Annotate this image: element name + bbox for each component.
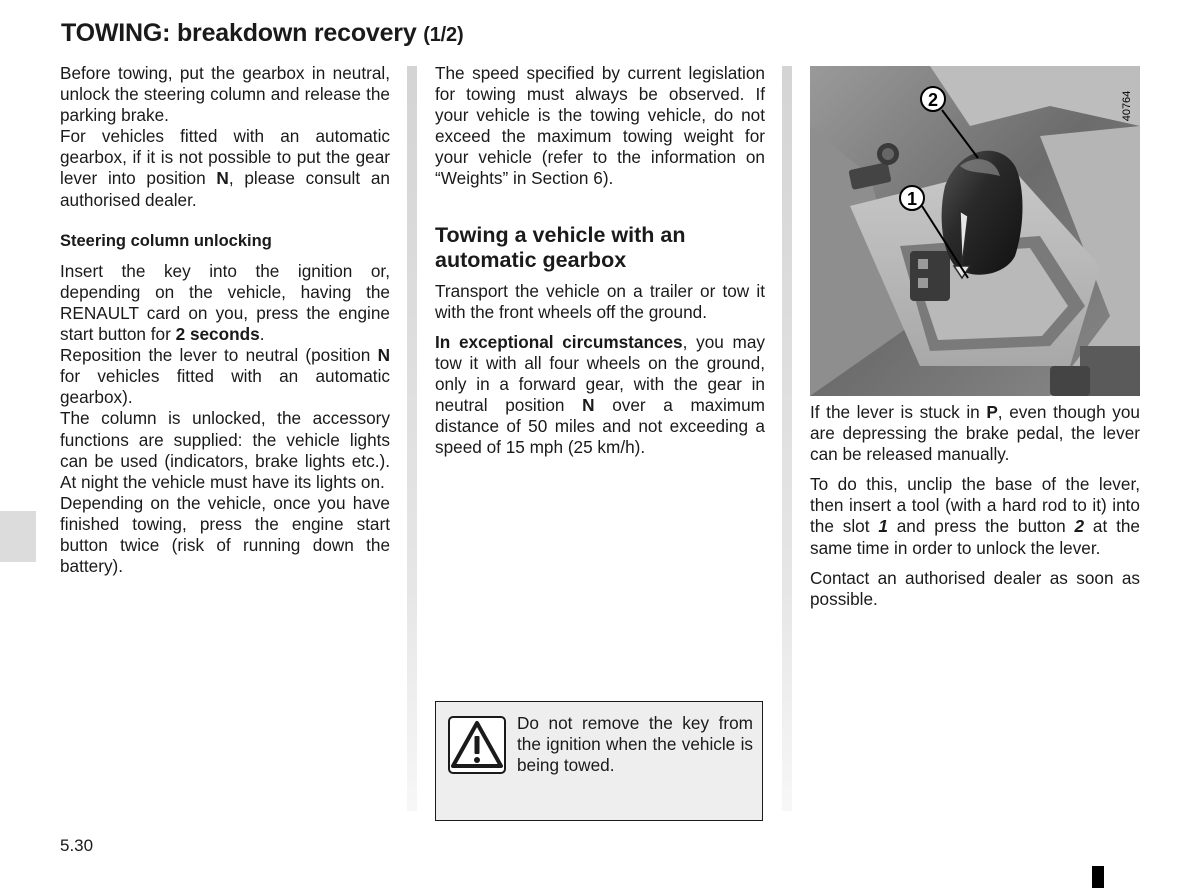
paragraph: Transport the vehicle on a trailer or tow it with the front wheels off the ground. <box>435 280 765 322</box>
page-marker <box>1092 866 1104 888</box>
text-run: . <box>259 324 265 345</box>
callout-2: 2 <box>927 90 939 110</box>
position-n: N <box>377 345 390 366</box>
figure-ref: 40764 <box>1121 90 1133 122</box>
text-run: For vehicles fitted with an automatic gearbox, if it is not possible to put the gear lever into position <box>60 126 390 189</box>
page-number: 5.30 <box>60 836 94 855</box>
paragraph <box>60 126 390 210</box>
paragraph <box>810 402 1140 465</box>
paragraph: Before towing, put the gearbox in neutral, unlock the steering column and release the parking brake. <box>60 63 390 126</box>
paragraph: Depending on the vehicle, once you have finished towing, press the engine start button twice (risk of running down the battery). <box>60 492 390 577</box>
duration: 2 seconds <box>175 324 260 345</box>
paragraph: The column is unlocked, the accessory functions are supplied: the vehicle lights can be used (indicators, brake lights etc.). At night the vehicle must have its lights on. <box>60 408 390 492</box>
text-run: for vehicles fitted with an automatic gearbox). <box>60 366 390 408</box>
gear-lever-photo <box>810 66 1140 396</box>
callout-1: 1 <box>906 189 918 209</box>
text-run: To do this, unclip the base of the lever, then insert a tool (with a hard rod to it) into the slot <box>810 474 1140 537</box>
paragraph <box>810 474 1140 558</box>
button-ref: 2 <box>1074 516 1085 537</box>
column-middle <box>435 63 765 458</box>
position-n: N <box>216 168 229 189</box>
column-right <box>810 402 1140 610</box>
column-divider <box>407 66 417 811</box>
paragraph: Contact an authorised dealer as soon as possible. <box>810 567 1140 609</box>
slot-ref: 1 <box>878 516 888 537</box>
column-left <box>60 63 390 577</box>
chapter-tab <box>0 511 36 562</box>
text-run: at the same time in order to unlock the lever. <box>810 516 1140 558</box>
section-heading-automatic: Towing a vehicle with an automatic gearbox <box>435 222 686 273</box>
page-title <box>61 19 463 48</box>
warning-box <box>435 701 763 821</box>
text-run: , please consult an authorised dealer. <box>60 168 390 210</box>
text-run: , you may tow it with all four wheels on the ground, only in a forward gear, with the gear in neutral position <box>435 331 765 416</box>
paragraph <box>60 261 390 345</box>
title-main: TOWING: breakdown recovery <box>61 19 417 47</box>
column-divider <box>782 66 792 811</box>
paragraph <box>435 332 765 459</box>
title-part: (1/2) <box>423 24 464 46</box>
paragraph <box>60 345 390 408</box>
section-heading-steering: Steering column unlocking <box>60 231 272 250</box>
text-run: and press the button <box>887 516 1075 537</box>
text-run: If the lever is stuck in <box>810 402 987 422</box>
position-n: N <box>582 395 595 416</box>
text-run: Reposition the lever to neutral (position <box>60 345 378 366</box>
warning-text: Do not remove the key from the ignition when the vehicle is being towed. <box>517 713 753 775</box>
paragraph: The speed specified by current legislation for towing must always be observed. If your vehicle is the towing vehicle, do not exceed the maximum towing weight for your vehicle (refer to the information on “Weights” in Section 6). <box>435 63 765 189</box>
text-run: over a maximum distance of 50 miles and not exceeding a speed of 15 mph (25 km/h). <box>435 395 765 458</box>
emphasis: In exceptional circumstances <box>435 331 683 352</box>
text-run: , even though you are depressing the brake pedal, the lever can be released manually. <box>810 402 1140 465</box>
position-p: P <box>986 402 998 422</box>
text-run: Insert the key into the ignition or, depending on the vehicle, having the RENAULT card on you, press the engine start button for <box>60 260 390 345</box>
warning-triangle-icon <box>448 716 506 774</box>
